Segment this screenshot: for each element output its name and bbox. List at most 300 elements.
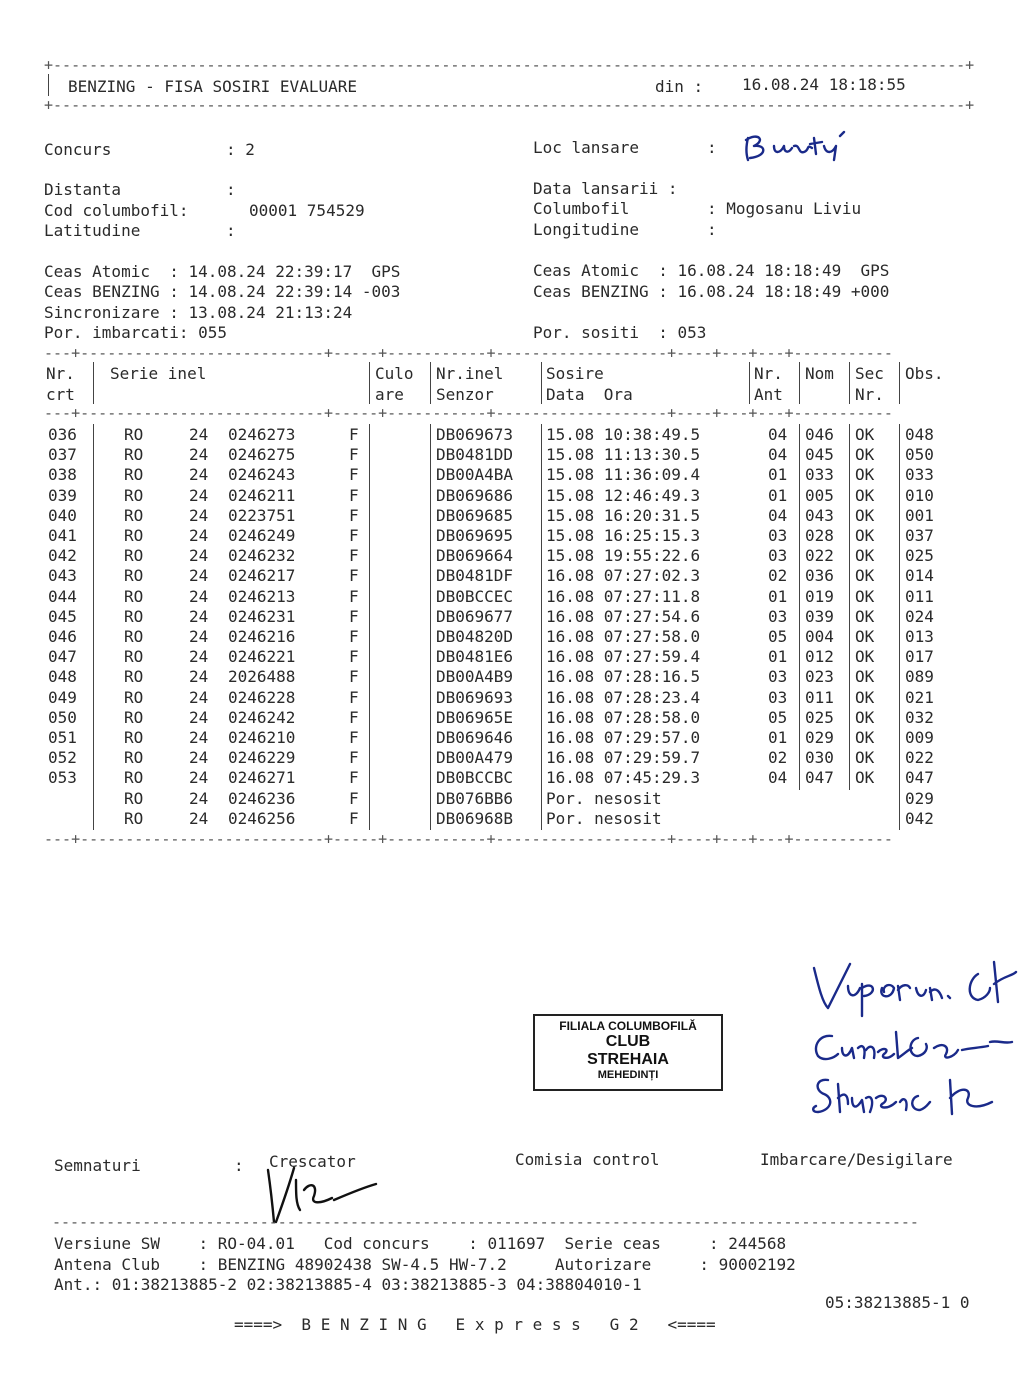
loc-lansare-handwriting bbox=[740, 128, 860, 164]
row-obs: 024 bbox=[905, 606, 934, 626]
table-row bbox=[0, 486, 1024, 506]
col-rule bbox=[430, 362, 431, 404]
row-nom: 039 bbox=[805, 606, 834, 626]
col-nr-header: Nr. bbox=[46, 364, 75, 383]
row-nom: 022 bbox=[805, 546, 834, 566]
row-nom: 028 bbox=[805, 526, 834, 545]
row-arrival: 16.08 07:27:58.0 bbox=[546, 627, 701, 646]
row-number: 037 bbox=[48, 445, 77, 465]
row-antenna: 01 bbox=[768, 465, 788, 485]
row-sensor: DB0481DF bbox=[436, 566, 514, 586]
row-ring: 2026488 bbox=[228, 667, 296, 687]
row-ring: 0246217 bbox=[228, 566, 296, 586]
row-sec: OK bbox=[855, 505, 875, 525]
signatures-colon: : bbox=[234, 1156, 244, 1175]
row-country: RO bbox=[124, 647, 144, 667]
row-sex: F bbox=[349, 788, 359, 808]
col-ant-header-2: Ant bbox=[754, 385, 783, 404]
row-sensor: DB06965E bbox=[436, 707, 514, 727]
row-ring: 0246273 bbox=[228, 425, 296, 444]
row-sec: OK bbox=[855, 606, 875, 626]
row-sex: F bbox=[349, 606, 359, 626]
table-row bbox=[0, 465, 1024, 485]
row-sensor: DB076BB6 bbox=[436, 788, 514, 808]
row-sensor: DB00A4BA bbox=[436, 465, 514, 485]
col-culoare-header: Culo bbox=[375, 364, 414, 383]
row-year: 24 bbox=[189, 647, 209, 667]
row-antenna: 05 bbox=[768, 627, 788, 646]
cod-columbofil-value: 00001 754529 bbox=[249, 201, 365, 220]
row-number: 045 bbox=[48, 606, 77, 626]
row-sec: OK bbox=[855, 728, 875, 747]
loc-lansare-colon: : bbox=[707, 138, 717, 157]
row-ring: 0246242 bbox=[228, 707, 296, 727]
row-ring: 0246216 bbox=[228, 627, 296, 646]
row-number: 051 bbox=[48, 728, 77, 747]
row-obs: 048 bbox=[905, 425, 934, 444]
col-sec-header: Sec bbox=[855, 364, 884, 383]
row-sex: F bbox=[349, 728, 359, 747]
row-country: RO bbox=[124, 707, 144, 727]
table-row bbox=[0, 566, 1024, 586]
row-arrival: 15.08 11:13:30.5 bbox=[546, 445, 701, 465]
row-sensor: DB069677 bbox=[436, 606, 514, 626]
table-row bbox=[0, 425, 1024, 445]
row-number: 050 bbox=[48, 707, 77, 727]
row-sec: OK bbox=[855, 687, 875, 707]
committee-signature-1 bbox=[808, 958, 1018, 1018]
table-row bbox=[0, 647, 1024, 667]
col-sosire-header-2: Data Ora bbox=[546, 385, 633, 404]
row-sex: F bbox=[349, 505, 359, 525]
table-row bbox=[0, 546, 1024, 566]
row-year: 24 bbox=[189, 546, 209, 566]
row-nom: 033 bbox=[805, 465, 834, 485]
row-number: 052 bbox=[48, 748, 77, 768]
table-bottom-border: ---+---------------------------+-----+-----------+-------------------+----+---+---+----------- bbox=[44, 830, 893, 848]
row-obs: 001 bbox=[905, 505, 934, 525]
table-row bbox=[0, 627, 1024, 647]
row-year: 24 bbox=[189, 667, 209, 687]
row-sec: OK bbox=[855, 748, 875, 768]
row-sensor: DB04820D bbox=[436, 627, 514, 646]
row-ring: 0246236 bbox=[228, 788, 296, 808]
row-arrival: 16.08 07:27:11.8 bbox=[546, 586, 701, 606]
imbarcare-label: Imbarcare/Desigilare bbox=[760, 1150, 953, 1169]
row-obs: 089 bbox=[905, 667, 934, 687]
row-sensor: DB069693 bbox=[436, 687, 514, 707]
row-sensor: DB00A4B9 bbox=[436, 667, 514, 687]
distanta-value: : bbox=[226, 180, 236, 199]
row-obs: 037 bbox=[905, 526, 934, 545]
row-obs: 050 bbox=[905, 445, 934, 465]
committee-signature-2 bbox=[808, 1024, 1018, 1070]
row-sec: OK bbox=[855, 586, 875, 606]
row-country: RO bbox=[124, 505, 144, 525]
row-sex: F bbox=[349, 768, 359, 788]
row-sec: OK bbox=[855, 445, 875, 465]
row-arrival: Por. nesosit bbox=[546, 788, 662, 808]
row-ring: 0246228 bbox=[228, 687, 296, 707]
table-row bbox=[0, 607, 1024, 627]
row-arrival: 15.08 11:36:09.4 bbox=[546, 465, 701, 485]
row-country: RO bbox=[124, 586, 144, 606]
antena-club-line: Antena Club : BENZING 48902438 SW-4.5 HW-7.2 Autorizare : 90002192 bbox=[54, 1255, 796, 1274]
row-sex: F bbox=[349, 485, 359, 505]
loc-lansare-label: Loc lansare bbox=[533, 138, 639, 157]
row-antenna: 03 bbox=[768, 526, 788, 545]
sincronizare: Sincronizare : 13.08.24 21:13:24 bbox=[44, 303, 353, 322]
por-imbarcati: Por. imbarcati: 055 bbox=[44, 323, 228, 342]
committee-signature-3 bbox=[808, 1072, 1018, 1122]
row-ring: 0246256 bbox=[228, 808, 296, 828]
concurs-value: : 2 bbox=[226, 140, 255, 159]
col-senzor-header: Nr.inel bbox=[436, 364, 504, 383]
row-nom: 036 bbox=[805, 566, 834, 586]
col-sec-header-2: Nr. bbox=[855, 385, 884, 404]
row-sex: F bbox=[349, 667, 359, 687]
row-obs: 013 bbox=[905, 627, 934, 646]
row-sec: OK bbox=[855, 667, 875, 687]
row-year: 24 bbox=[189, 526, 209, 545]
row-nom: 025 bbox=[805, 707, 834, 727]
cod-columbofil-label: Cod columbofil: bbox=[44, 201, 189, 220]
row-sensor: DB069664 bbox=[436, 546, 514, 566]
stamp-line-4: MEHEDINȚI bbox=[597, 1069, 659, 1081]
row-sensor: DB0481E6 bbox=[436, 647, 514, 667]
row-number: 038 bbox=[48, 465, 77, 485]
row-sensor: DB06968B bbox=[436, 808, 514, 828]
row-arrival: 16.08 07:45:29.3 bbox=[546, 768, 701, 788]
col-ant-header: Nr. bbox=[754, 364, 783, 383]
row-arrival: 16.08 07:28:16.5 bbox=[546, 667, 701, 687]
ceas-atomic-start: Ceas Atomic : 14.08.24 22:39:17 GPS bbox=[44, 262, 401, 281]
row-year: 24 bbox=[189, 768, 209, 788]
row-antenna: 03 bbox=[768, 606, 788, 626]
row-nom: 047 bbox=[805, 768, 834, 788]
row-country: RO bbox=[124, 546, 144, 566]
row-arrival: Por. nesosit bbox=[546, 808, 662, 828]
table-row bbox=[0, 708, 1024, 728]
row-antenna: 05 bbox=[768, 707, 788, 727]
row-ring: 0246271 bbox=[228, 768, 296, 788]
longitudine-label: Longitudine bbox=[533, 220, 639, 239]
row-obs: 017 bbox=[905, 647, 934, 667]
signatures-label: Semnaturi bbox=[54, 1156, 141, 1175]
row-sec: OK bbox=[855, 707, 875, 727]
row-ring: 0223751 bbox=[228, 505, 296, 525]
row-sensor: DB00A479 bbox=[436, 748, 514, 768]
row-number: 047 bbox=[48, 647, 77, 667]
table-row bbox=[0, 688, 1024, 708]
row-year: 24 bbox=[189, 748, 209, 768]
footer-separator: ------------------------------------------------------------------------------------------------ bbox=[52, 1213, 919, 1231]
col-nom-header: Nom bbox=[805, 364, 834, 383]
row-arrival: 16.08 07:28:23.4 bbox=[546, 687, 701, 707]
longitudine-value: : bbox=[707, 220, 717, 239]
row-sec: OK bbox=[855, 425, 875, 444]
stamp-line-2: CLUB bbox=[605, 1033, 651, 1050]
row-year: 24 bbox=[189, 788, 209, 808]
row-obs: 022 bbox=[905, 748, 934, 768]
table-row bbox=[0, 506, 1024, 526]
columbofil-label: Columbofil bbox=[533, 199, 630, 218]
row-obs: 047 bbox=[905, 768, 934, 788]
row-country: RO bbox=[124, 808, 144, 828]
col-rule bbox=[369, 362, 370, 404]
header-datetime: 16.08.24 18:18:55 bbox=[742, 75, 906, 94]
row-country: RO bbox=[124, 566, 144, 586]
row-sensor: DB069646 bbox=[436, 728, 514, 747]
row-country: RO bbox=[124, 627, 144, 646]
table-row bbox=[0, 748, 1024, 768]
row-arrival: 16.08 07:27:54.6 bbox=[546, 606, 701, 626]
col-rule bbox=[749, 362, 750, 404]
row-arrival: 15.08 19:55:22.6 bbox=[546, 546, 701, 566]
latitudine-label: Latitudine bbox=[44, 221, 141, 240]
row-antenna: 02 bbox=[768, 748, 788, 768]
row-year: 24 bbox=[189, 425, 209, 444]
row-sex: F bbox=[349, 748, 359, 768]
row-antenna: 04 bbox=[768, 445, 788, 465]
row-number: 039 bbox=[48, 485, 77, 505]
row-obs: 033 bbox=[905, 465, 934, 485]
row-obs: 025 bbox=[905, 546, 934, 566]
data-lansarii-label: Data lansarii : bbox=[533, 179, 678, 198]
table-row bbox=[0, 587, 1024, 607]
latitudine-value: : bbox=[226, 221, 236, 240]
row-nom: 012 bbox=[805, 647, 834, 667]
row-obs: 014 bbox=[905, 566, 934, 586]
row-sec: OK bbox=[855, 647, 875, 667]
row-antenna: 01 bbox=[768, 586, 788, 606]
antenna-ids-line: Ant.: 01:38213885-2 02:38213885-4 03:38213885-3 04:38804010-1 bbox=[54, 1275, 642, 1294]
header-top-border: +-----------------------------------------------------------------------------------------------------+ bbox=[44, 56, 975, 74]
row-sex: F bbox=[349, 687, 359, 707]
row-year: 24 bbox=[189, 586, 209, 606]
row-nom: 023 bbox=[805, 667, 834, 687]
row-year: 24 bbox=[189, 465, 209, 485]
row-arrival: 15.08 16:25:15.3 bbox=[546, 526, 701, 545]
row-sex: F bbox=[349, 526, 359, 545]
col-senzor-header-2: Senzor bbox=[436, 385, 494, 404]
row-antenna: 04 bbox=[768, 425, 788, 444]
comisia-control-label: Comisia control bbox=[515, 1150, 660, 1169]
row-year: 24 bbox=[189, 728, 209, 747]
row-sensor: DB069673 bbox=[436, 425, 514, 444]
row-obs: 009 bbox=[905, 728, 934, 747]
row-number: 041 bbox=[48, 526, 77, 545]
ceas-atomic-end: Ceas Atomic : 16.08.24 18:18:49 GPS bbox=[533, 261, 890, 280]
row-ring: 0246231 bbox=[228, 606, 296, 626]
crescator-label: Crescator bbox=[269, 1152, 356, 1171]
row-ring: 0246232 bbox=[228, 546, 296, 566]
row-sex: F bbox=[349, 586, 359, 606]
row-number: 053 bbox=[48, 768, 77, 788]
row-arrival: 15.08 16:20:31.5 bbox=[546, 505, 701, 525]
row-obs: 011 bbox=[905, 586, 934, 606]
row-arrival: 15.08 12:46:49.3 bbox=[546, 485, 701, 505]
row-number: 040 bbox=[48, 505, 77, 525]
row-sex: F bbox=[349, 566, 359, 586]
header-din-label: din : bbox=[655, 77, 704, 96]
row-arrival: 16.08 07:29:59.7 bbox=[546, 748, 701, 768]
row-antenna: 03 bbox=[768, 546, 788, 566]
row-sec: OK bbox=[855, 546, 875, 566]
stamp-line-1: FILIALA COLUMBOFILĂ bbox=[559, 1019, 697, 1033]
col-rule bbox=[799, 362, 800, 404]
row-country: RO bbox=[124, 768, 144, 788]
row-ring: 0246243 bbox=[228, 465, 296, 485]
document-title: BENZING - FISA SOSIRI EVALUARE bbox=[68, 77, 357, 96]
row-arrival: 15.08 10:38:49.5 bbox=[546, 425, 701, 444]
row-obs: 010 bbox=[905, 485, 934, 505]
row-sex: F bbox=[349, 546, 359, 566]
row-obs: 029 bbox=[905, 788, 934, 808]
stamp-line-3: STREHAIA bbox=[587, 1051, 669, 1068]
brand-footer: ====> B E N Z I N G E x p r e s s G 2 <==== bbox=[234, 1315, 716, 1334]
row-nom: 005 bbox=[805, 485, 834, 505]
col-serie-header: Serie inel bbox=[110, 364, 207, 383]
row-year: 24 bbox=[189, 505, 209, 525]
row-year: 24 bbox=[189, 687, 209, 707]
row-number: 043 bbox=[48, 566, 77, 586]
row-country: RO bbox=[124, 748, 144, 768]
table-row bbox=[0, 809, 1024, 829]
row-year: 24 bbox=[189, 627, 209, 646]
row-antenna: 04 bbox=[768, 768, 788, 788]
row-nom: 019 bbox=[805, 586, 834, 606]
row-sex: F bbox=[349, 465, 359, 485]
row-antenna: 02 bbox=[768, 566, 788, 586]
row-arrival: 16.08 07:29:57.0 bbox=[546, 728, 701, 747]
row-year: 24 bbox=[189, 485, 209, 505]
table-row bbox=[0, 789, 1024, 809]
row-antenna: 03 bbox=[768, 667, 788, 687]
row-antenna: 04 bbox=[768, 505, 788, 525]
row-ring: 0246211 bbox=[228, 485, 296, 505]
col-sosire-header: Sosire bbox=[546, 364, 604, 383]
header-bottom-border: +-----------------------------------------------------------------------------------------------------+ bbox=[44, 96, 975, 114]
row-ring: 0246249 bbox=[228, 526, 296, 545]
por-sositi: Por. sositi : 053 bbox=[533, 323, 707, 342]
row-number: 042 bbox=[48, 546, 77, 566]
row-sensor: DB069686 bbox=[436, 485, 514, 505]
row-antenna: 01 bbox=[768, 728, 788, 747]
row-country: RO bbox=[124, 728, 144, 747]
row-sec: OK bbox=[855, 526, 875, 545]
concurs-label: Concurs bbox=[44, 140, 112, 159]
ceas-benzing-start: Ceas BENZING : 14.08.24 22:39:14 -003 bbox=[44, 282, 401, 301]
row-sensor: DB0BCCEC bbox=[436, 586, 514, 606]
row-arrival: 16.08 07:27:02.3 bbox=[546, 566, 701, 586]
row-sex: F bbox=[349, 425, 359, 444]
versiune-sw-line: Versiune SW : RO-04.01 Cod concurs : 011697 Serie ceas : 244568 bbox=[54, 1234, 787, 1253]
col-rule bbox=[93, 362, 94, 404]
table-header-separator: ---+---------------------------+-----+-----------+-------------------+----+---+---+----------- bbox=[44, 404, 893, 422]
row-number: 046 bbox=[48, 627, 77, 646]
row-sex: F bbox=[349, 707, 359, 727]
row-nom: 045 bbox=[805, 445, 834, 465]
table-row bbox=[0, 445, 1024, 465]
row-nom: 030 bbox=[805, 748, 834, 768]
row-arrival: 16.08 07:27:59.4 bbox=[546, 647, 701, 667]
row-country: RO bbox=[124, 606, 144, 626]
row-year: 24 bbox=[189, 606, 209, 626]
row-year: 24 bbox=[189, 808, 209, 828]
row-country: RO bbox=[124, 788, 144, 808]
row-year: 24 bbox=[189, 445, 209, 465]
table-row bbox=[0, 667, 1024, 687]
row-sensor: DB069685 bbox=[436, 505, 514, 525]
row-country: RO bbox=[124, 465, 144, 485]
row-sec: OK bbox=[855, 768, 875, 788]
row-nom: 004 bbox=[805, 627, 834, 646]
col-culoare-header-2: are bbox=[375, 385, 404, 404]
row-sex: F bbox=[349, 647, 359, 667]
row-sec: OK bbox=[855, 627, 875, 646]
col-rule bbox=[541, 362, 542, 404]
row-obs: 042 bbox=[905, 808, 934, 828]
row-year: 24 bbox=[189, 566, 209, 586]
header-left-border bbox=[48, 74, 49, 96]
row-antenna: 01 bbox=[768, 647, 788, 667]
row-arrival: 16.08 07:28:58.0 bbox=[546, 707, 701, 727]
table-row bbox=[0, 768, 1024, 788]
row-country: RO bbox=[124, 445, 144, 465]
row-ring: 0246229 bbox=[228, 748, 296, 768]
row-nom: 029 bbox=[805, 728, 834, 747]
row-ring: 0246221 bbox=[228, 647, 296, 667]
row-nom: 046 bbox=[805, 425, 834, 444]
table-row bbox=[0, 526, 1024, 546]
row-sex: F bbox=[349, 627, 359, 646]
row-ring: 0246275 bbox=[228, 445, 296, 465]
ceas-benzing-end: Ceas BENZING : 16.08.24 18:18:49 +000 bbox=[533, 282, 890, 301]
table-top-border: ---+---------------------------+-----+-----------+-------------------+----+---+---+----------- bbox=[44, 344, 893, 362]
row-obs: 021 bbox=[905, 687, 934, 707]
row-country: RO bbox=[124, 687, 144, 707]
row-country: RO bbox=[124, 667, 144, 687]
antenna-5-line: 05:38213885-1 0 bbox=[825, 1293, 970, 1312]
row-country: RO bbox=[124, 425, 144, 444]
col-nr-header-2: crt bbox=[46, 385, 75, 404]
row-sec: OK bbox=[855, 566, 875, 586]
row-antenna: 03 bbox=[768, 687, 788, 707]
row-ring: 0246213 bbox=[228, 586, 296, 606]
row-sensor: DB0BCCBC bbox=[436, 768, 514, 788]
col-rule bbox=[899, 362, 900, 404]
row-country: RO bbox=[124, 526, 144, 545]
row-antenna: 01 bbox=[768, 485, 788, 505]
row-year: 24 bbox=[189, 707, 209, 727]
col-obs-header: Obs. bbox=[905, 364, 944, 383]
row-sec: OK bbox=[855, 485, 875, 505]
distanta-label: Distanta bbox=[44, 180, 122, 199]
row-country: RO bbox=[124, 485, 144, 505]
row-sensor: DB0481DD bbox=[436, 445, 514, 465]
row-number: 049 bbox=[48, 687, 77, 707]
row-nom: 011 bbox=[805, 687, 834, 707]
row-number: 048 bbox=[48, 667, 77, 687]
row-sensor: DB069695 bbox=[436, 526, 514, 545]
row-sex: F bbox=[349, 808, 359, 828]
row-number: 036 bbox=[48, 425, 77, 444]
club-stamp bbox=[533, 1014, 723, 1091]
table-row bbox=[0, 728, 1024, 748]
row-sex: F bbox=[349, 445, 359, 465]
row-number: 044 bbox=[48, 586, 77, 606]
